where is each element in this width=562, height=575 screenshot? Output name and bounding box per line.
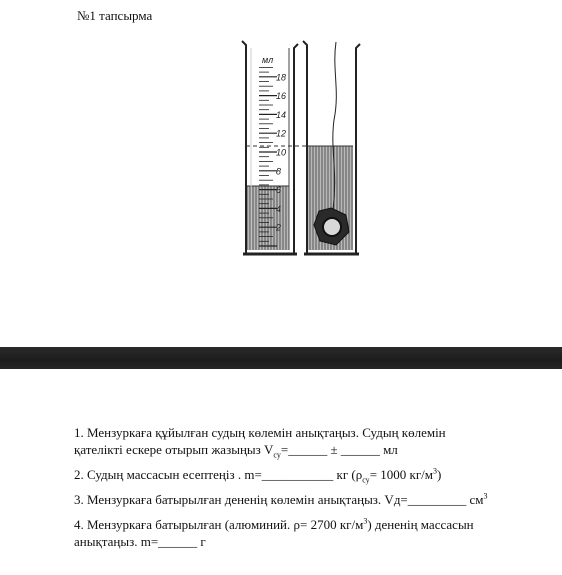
questions-list bbox=[74, 424, 544, 558]
scale-label: 2 bbox=[276, 222, 282, 233]
question-2: 2. Судың массасын есептеңіз . m=___________ кг ($\rho_{су}= 1000$ $кг/м^3$) bbox=[74, 466, 442, 485]
scale-label: 4 bbox=[276, 203, 282, 214]
nut-hole bbox=[323, 218, 341, 236]
task-title: №1 тапсырма bbox=[77, 8, 153, 23]
scale-label: 10 bbox=[276, 147, 287, 158]
question-1-line2: қателікті ескере отырып жазыңыз $V_{су}=\_\_\_\_\_\_$ ± ______ мл bbox=[74, 442, 398, 460]
dark-separator-band bbox=[0, 347, 562, 369]
scale-label: 16 bbox=[276, 91, 287, 102]
left-measuring-cylinder bbox=[242, 41, 298, 254]
scale-label: 18 bbox=[276, 72, 287, 83]
question-3: 3. Мензуркаға батырылған дененің көлемін анықтаңыз. Vд=_________ $см^3$ bbox=[74, 491, 488, 507]
question-4: 4. Мензуркаға батырылған (алюминий. ρ= 2700 $кг/м^3$) дененің массасын анықтаңыз. m=______ г bbox=[74, 516, 544, 550]
question-1-line1: 1. Мензуркаға құйылған судың көлемін анықтаңыз. Судың көлемін bbox=[74, 425, 446, 440]
scale-label: 6 bbox=[276, 185, 282, 196]
unit-label: мл bbox=[262, 55, 274, 65]
scale-label: 14 bbox=[276, 109, 287, 120]
question-4-line2: анықтаңыз. m=______ г bbox=[74, 534, 206, 549]
scale-label: 12 bbox=[276, 128, 287, 139]
right-measuring-cylinder bbox=[303, 41, 360, 254]
scale-label: 8 bbox=[276, 166, 282, 177]
question-1 bbox=[74, 424, 544, 458]
